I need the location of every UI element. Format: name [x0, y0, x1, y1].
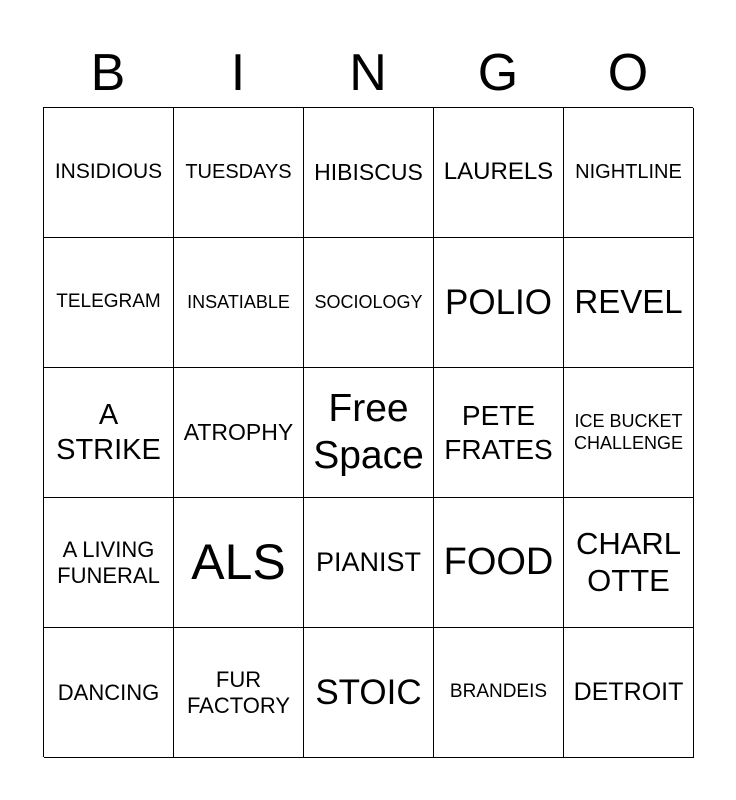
bingo-cell-label: PIANIST [315, 546, 422, 577]
bingo-cell[interactable] [564, 108, 694, 238]
bingo-cell[interactable] [304, 108, 434, 238]
bingo-cell[interactable] [174, 238, 304, 368]
bingo-cell[interactable] [304, 628, 434, 758]
bingo-cell[interactable] [44, 238, 174, 368]
bingo-cell-label: NIGHTLINE [575, 160, 682, 183]
bingo-cell[interactable] [434, 108, 564, 238]
header-letter-o: O [607, 44, 649, 102]
bingo-cell[interactable] [44, 368, 174, 498]
bingo-cell-label: ATROPHY [183, 418, 294, 445]
bingo-cell-label: A STRIKE [56, 399, 161, 466]
bingo-free-space[interactable] [304, 368, 434, 498]
bingo-cell[interactable] [44, 628, 174, 758]
header-letter-n: N [349, 44, 387, 102]
bingo-cell[interactable] [44, 498, 174, 628]
bingo-cell-label: ALS [191, 534, 286, 590]
bingo-cell-label: TELEGRAM [56, 291, 161, 313]
bingo-cell-label: HIBISCUS [314, 158, 423, 185]
bingo-cell-label: BRANDEIS [449, 681, 548, 703]
bingo-cell[interactable] [564, 238, 694, 368]
bingo-cell-label: POLIO [445, 282, 552, 322]
header-letter-g: G [477, 44, 519, 102]
bingo-cell[interactable] [564, 368, 694, 498]
bingo-cell-label: FOOD [443, 541, 554, 584]
bingo-board [43, 107, 693, 757]
bingo-cell-label: PETE FRATES [444, 400, 553, 465]
bingo-cell-label: LAURELS [443, 158, 554, 186]
bingo-cell-label: A LIVING FUNERAL [57, 536, 160, 588]
bingo-cell[interactable] [174, 368, 304, 498]
bingo-cell[interactable] [174, 108, 304, 238]
bingo-cell[interactable] [304, 498, 434, 628]
bingo-cell[interactable] [304, 238, 434, 368]
bingo-cell-label: SOCIOLOGY [314, 291, 423, 312]
bingo-cell-label: Free Space [313, 387, 424, 477]
bingo-cell-label: CHARL OTTE [575, 525, 682, 598]
bingo-cell-label: ICE BUCKET CHALLENGE [573, 411, 684, 453]
bingo-cell-label: STOIC [315, 672, 422, 712]
header-letter-b: B [90, 44, 126, 102]
bingo-cell[interactable] [434, 368, 564, 498]
bingo-cell-label: REVEL [574, 283, 683, 321]
bingo-cell[interactable] [434, 238, 564, 368]
bingo-cell[interactable] [174, 498, 304, 628]
bingo-cell[interactable] [434, 628, 564, 758]
bingo-cell[interactable] [564, 498, 694, 628]
bingo-cell-label: DANCING [57, 679, 160, 705]
bingo-cell[interactable] [174, 628, 304, 758]
bingo-cell[interactable] [44, 108, 174, 238]
bingo-cell-label: INSIDIOUS [54, 160, 163, 184]
header-letter-i: I [230, 44, 246, 102]
bingo-cell[interactable] [434, 498, 564, 628]
bingo-cell-label: DETROIT [573, 677, 684, 706]
bingo-cell-label: INSATIABLE [187, 291, 290, 312]
bingo-cell-label: FUR FACTORY [186, 666, 291, 718]
bingo-cell[interactable] [564, 628, 694, 758]
bingo-cell-label: TUESDAYS [185, 160, 292, 183]
bingo-header [43, 40, 693, 106]
